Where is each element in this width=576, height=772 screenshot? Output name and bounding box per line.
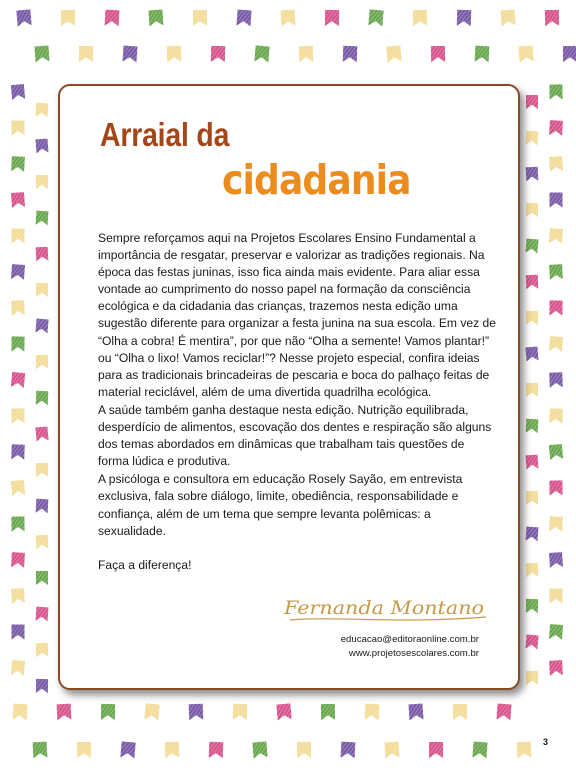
bunting-flag	[193, 10, 207, 26]
bunting-flag	[36, 391, 48, 405]
bunting-flag	[209, 742, 224, 758]
bunting-flag	[496, 704, 511, 721]
paragraph: A psicóloga e consultora em educação Rosely Sayão, em entrevista exclusiva, fala sobre diálogo, limite, obediência, responsabilidade e confiança, além de um tema que sempre levanta polêmicas: a sexualidade.	[98, 472, 463, 538]
bunting-flag	[252, 741, 267, 758]
bunting-flag	[526, 311, 538, 325]
bunting-flag	[11, 336, 24, 351]
paragraph: Sempre reforçamos aqui na Projetos Escolares Ensino Fundamental a importância de resgatar, preservar e valorizar as tradições regionais. Na época das festas juninas, isso fica ainda mais evidente. Para aliar essa vontade ao cumprimento do nosso papel na formação da consciência ecológica e da cidadania das crianças, trazemos nesta edição uma sugestão diferente para organizar a festa junina na sua escola. Em vez de “Olha a cobra! É mentira”, por que não “Olha a semente! Vamos plantar!” ou “Olha o lixo! Vamos reciclar!”? Nesse projeto especial, confira ideias para as tradicionais brincadeiras de pescaria e boca do palhaço feitas de material reciclável, além de uma divertida quadrilha ecológica.	[98, 231, 496, 399]
bunting-flag	[120, 741, 135, 758]
bunting-flag	[549, 228, 563, 244]
title-line-2: cidadania	[222, 156, 411, 204]
bunting-flag	[475, 46, 490, 63]
bunting-flag	[549, 444, 563, 460]
bunting-flag	[526, 203, 538, 217]
bunting-flag	[36, 643, 49, 658]
bunting-flag	[525, 635, 538, 650]
bunting-flag	[36, 283, 48, 297]
bunting-flag	[526, 527, 539, 542]
bunting-flag	[549, 120, 563, 136]
bunting-flag	[36, 463, 48, 477]
bunting-flag	[526, 671, 538, 685]
website-link[interactable]: www.projetosescolares.com.br	[348, 647, 479, 659]
bunting-flag	[526, 419, 539, 434]
bunting-flag	[549, 480, 562, 495]
bunting-flag	[11, 372, 25, 388]
bunting-flag	[431, 46, 445, 62]
bunting-flag	[36, 175, 48, 189]
bunting-flag	[144, 703, 159, 720]
bunting-flag	[525, 239, 538, 254]
bunting-flag	[321, 704, 335, 720]
email-link[interactable]: educacao@editoraonline.com.br	[340, 634, 479, 645]
bunting-flag	[105, 10, 120, 27]
bunting-flag	[365, 704, 380, 721]
bunting-flag	[11, 264, 25, 280]
bunting-flag	[35, 427, 48, 442]
bunting-flag	[12, 229, 25, 244]
bunting-flag	[11, 192, 25, 208]
bunting-flag	[11, 516, 24, 531]
bunting-flag	[549, 336, 563, 352]
article-body	[98, 230, 496, 575]
bunting-flag	[550, 193, 563, 208]
page-number: 3	[543, 737, 549, 747]
bunting-flag	[11, 660, 25, 676]
bunting-flag	[36, 355, 48, 369]
bunting-flag	[11, 84, 25, 100]
bunting-flag	[189, 704, 204, 720]
bunting-flag	[36, 211, 49, 226]
bunting-flag	[36, 247, 49, 262]
bunting-flag	[343, 46, 358, 62]
bunting-flag	[148, 10, 163, 27]
bunting-flag	[549, 408, 563, 423]
bunting-flag	[457, 10, 472, 26]
bunting-flag	[11, 300, 25, 316]
bunting-flag	[36, 571, 48, 585]
bunting-flag	[549, 372, 563, 387]
bunting-flag	[453, 704, 467, 720]
bunting-flag	[472, 742, 487, 759]
bunting-flag	[12, 625, 25, 640]
bunting-flag	[526, 599, 538, 613]
bunting-flag	[526, 383, 538, 397]
bunting-flag	[11, 444, 25, 459]
bunting-flag	[408, 704, 423, 721]
bunting-flag	[549, 84, 562, 99]
bunting-flag	[11, 552, 25, 568]
bunting-flag	[34, 46, 49, 63]
bunting-flag	[36, 499, 49, 514]
bunting-flag	[11, 588, 25, 604]
bunting-flag	[36, 679, 48, 693]
bunting-flag	[61, 10, 75, 26]
bunting-flag	[11, 480, 25, 496]
bunting-flag	[549, 624, 563, 640]
bunting-flag	[36, 535, 49, 550]
paragraph: A saúde também ganha destaque nesta edição. Nutrição equilibrada, desperdício de alimentos, escovação dos dentes e respiração são alguns dos temas abordados em dinâmicas que trabalham tais questões de forma lúdica e produtiva.	[98, 402, 492, 469]
bunting-flag	[33, 742, 48, 759]
bunting-flag	[11, 156, 25, 172]
bunting-flag	[526, 491, 538, 505]
bunting-flag	[368, 9, 383, 26]
bunting-flag	[550, 589, 563, 604]
bunting-flag	[526, 455, 539, 470]
bunting-flag	[526, 167, 539, 182]
bunting-flag	[549, 156, 563, 172]
bunting-flag	[16, 9, 31, 26]
bunting-flag	[297, 742, 311, 758]
title-line-1: Arraial da	[100, 116, 230, 153]
bunting-flag	[57, 704, 72, 721]
bunting-flag	[254, 45, 269, 62]
bunting-flag	[165, 742, 180, 758]
bunting-flag	[526, 131, 539, 146]
bunting-flag	[525, 347, 538, 362]
bunting-flag	[11, 120, 24, 135]
bunting-flag	[549, 516, 563, 532]
bunting-flag	[122, 46, 137, 63]
bunting-flag	[341, 742, 356, 759]
bunting-flag	[101, 704, 115, 720]
bunting-flag	[35, 319, 48, 334]
bunting-flag	[413, 10, 428, 26]
bunting-flag	[517, 742, 532, 759]
bunting-flag	[79, 46, 93, 62]
bunting-flag	[526, 275, 538, 289]
bunting-flag	[211, 46, 225, 62]
bunting-flag	[549, 264, 563, 280]
bunting-flag	[386, 45, 401, 62]
signature	[280, 590, 490, 630]
closing-line: Faça a diferença!	[98, 557, 192, 572]
contact-info	[341, 633, 479, 660]
bunting-flag	[36, 607, 49, 622]
bunting-flag	[233, 704, 248, 720]
svg-text:Fernanda Montano: Fernanda Montano	[282, 597, 484, 619]
bunting-flag	[236, 10, 251, 27]
bunting-flag	[299, 46, 314, 62]
bunting-flag	[12, 704, 27, 721]
bunting-flag	[36, 139, 49, 154]
bunting-flag	[325, 10, 339, 26]
bunting-flag	[276, 703, 291, 720]
bunting-flag	[36, 103, 49, 118]
bunting-flag	[11, 408, 25, 423]
bunting-flag	[526, 563, 539, 578]
bunting-flag	[549, 552, 563, 568]
bunting-flag	[549, 660, 563, 676]
bunting-flag	[563, 46, 576, 62]
bunting-flag	[167, 46, 182, 63]
bunting-flag	[518, 46, 533, 63]
bunting-flag	[77, 742, 91, 758]
bunting-flag	[500, 9, 515, 26]
bunting-flag	[429, 742, 443, 758]
bunting-flag	[549, 300, 562, 315]
bunting-flag	[384, 742, 399, 759]
bunting-flag	[545, 10, 559, 26]
bunting-flag	[526, 95, 538, 109]
bunting-flag	[281, 10, 296, 27]
